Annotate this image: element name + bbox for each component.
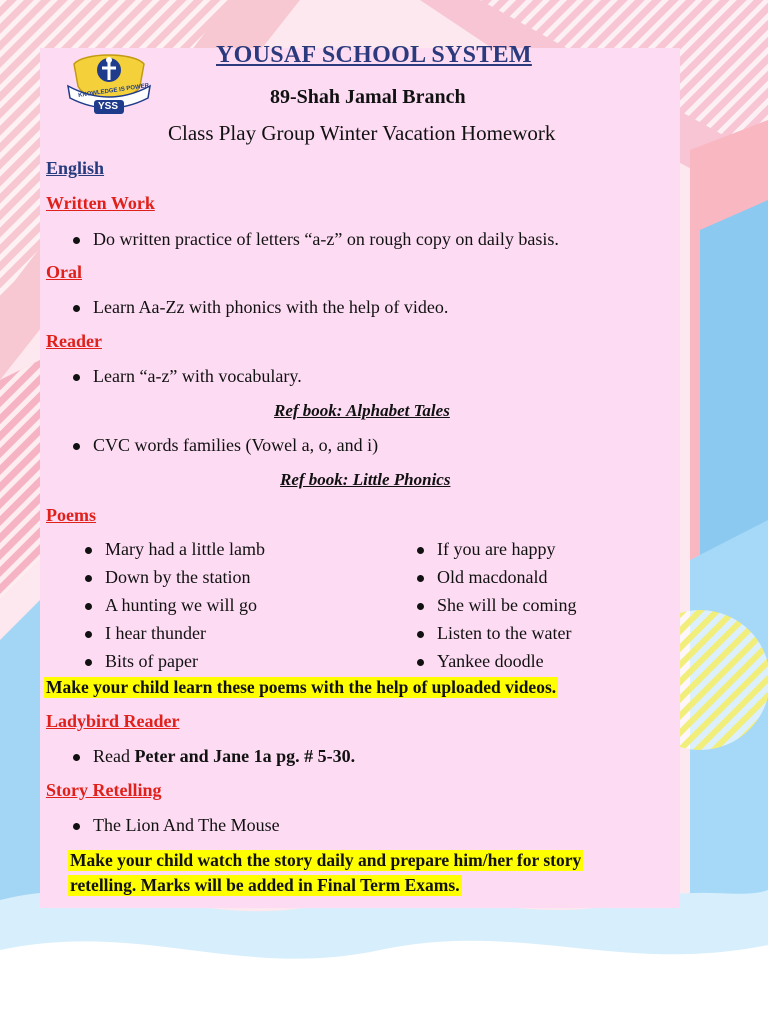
ladybird-item-prefix: Read: [93, 746, 135, 766]
ladybird-heading: Ladybird Reader: [46, 711, 180, 731]
poem-left-1: Mary had a little lamb: [105, 539, 265, 559]
story-note-line-1: Make your child watch the story daily and prepare him/her for story: [70, 850, 582, 870]
reader-heading: Reader: [46, 331, 102, 351]
branch-name: 89-Shah Jamal Branch: [270, 86, 466, 108]
story-item: The Lion And The Mouse: [93, 815, 280, 835]
logo-motto: KNOWLEDGE IS POWER: [77, 83, 150, 99]
oral-item: Learn Aa-Zz with phonics with the help of video.: [93, 297, 449, 317]
ladybird-item-book: Peter and Jane 1a pg. # 5-30.: [134, 746, 356, 766]
poems-note: Make your child learn these poems with the help of uploaded videos.: [46, 677, 557, 697]
poem-right-5: Yankee doodle: [437, 651, 544, 671]
english-heading: English: [46, 158, 105, 178]
written-work-item: Do written practice of letters “a-z” on rough copy on daily basis.: [93, 229, 559, 249]
poem-right-3: She will be coming: [437, 595, 577, 615]
logo-initials: YSS: [98, 101, 119, 112]
poem-left-4: I hear thunder: [105, 623, 206, 643]
story-heading: Story Retelling: [46, 780, 162, 800]
school-title: YOUSAF SCHOOL SYSTEM: [216, 42, 532, 68]
homework-subtitle: Class Play Group Winter Vacation Homework: [168, 121, 556, 145]
ref-book-1: Ref book: Alphabet Tales: [274, 401, 450, 420]
poem-left-3: A hunting we will go: [105, 595, 257, 615]
written-work-heading: Written Work: [46, 193, 155, 213]
poem-left-5: Bits of paper: [105, 651, 198, 671]
poems-heading: Poems: [46, 505, 96, 525]
reader-item-2: CVC words families (Vowel a, o, and i): [93, 435, 379, 455]
poem-right-1: If you are happy: [437, 539, 556, 559]
poem-left-2: Down by the station: [105, 567, 251, 587]
story-note-line-2: retelling. Marks will be added in Final Term Exams.: [70, 875, 460, 895]
reader-item-1: Learn “a-z” with vocabulary.: [93, 366, 302, 386]
poem-right-4: Listen to the water: [437, 623, 572, 643]
oral-heading: Oral: [46, 262, 82, 282]
poem-right-2: Old macdonald: [437, 567, 548, 587]
ladybird-item: [93, 746, 355, 767]
ref-book-2: Ref book: Little Phonics: [280, 470, 451, 489]
